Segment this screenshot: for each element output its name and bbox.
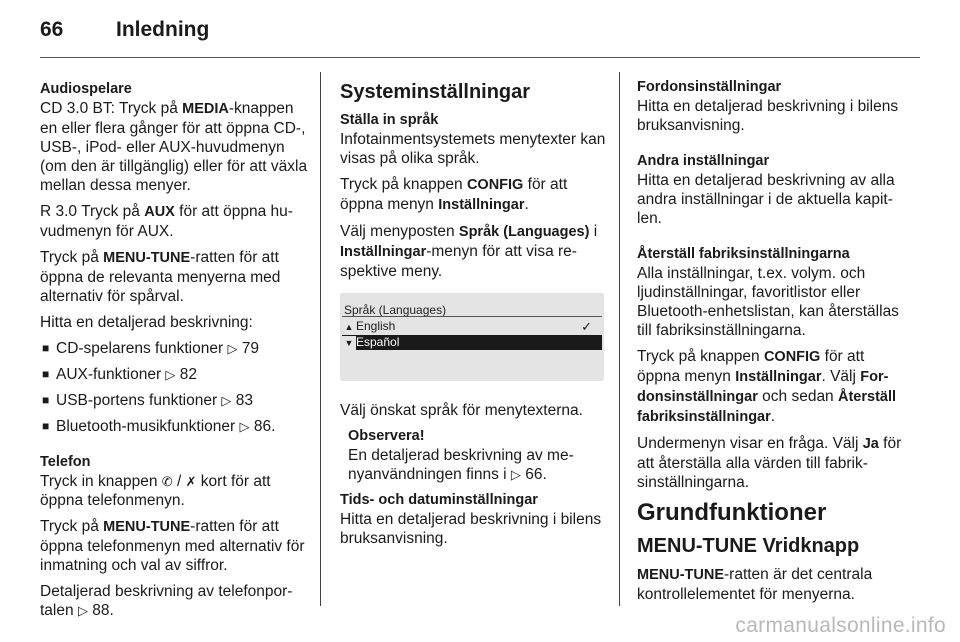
audio-heading: Audiospelare [40, 81, 132, 97]
page-ref-icon: ▷ [510, 467, 521, 482]
column-2 [340, 80, 608, 555]
phone-heading: Telefon [40, 454, 91, 470]
chapter-title: Inledning [116, 18, 210, 41]
header-rule [40, 57, 920, 58]
audio-cd-paragraph: CD 3.0 BT: Tryck på MEDIA-knappen en eller flera gånger för att öppna CD-, USB-, iPod- eller AUX-huvudmenyn (om den är tillgänglig) eller för att växla mellan dessa menyer. [40, 100, 308, 194]
note-heading: Observera! [348, 428, 425, 444]
language-heading: Ställa in språk [340, 112, 439, 128]
column-divider-1 [320, 72, 321, 606]
feature-list [40, 339, 308, 436]
phone-paragraph-2: Tryck på MENU-TUNE-ratten för att öppna telefonmenyn med alternativ för inmatning och val av siffror. [40, 518, 305, 574]
reset-text-3: Undermenyn visar en fråga. Välj Ja för att återställa alla värden till fabriksinställningarna. [637, 435, 902, 491]
vehicle-text: Hitta en detaljerad beskrivning i bilens bruksanvisning. [637, 98, 899, 134]
reset-text: Alla inställningar, t.ex. volym. och ljudinställningar, favoritlistor eller Bluetooth-enhetslistan, kan återställas till fabriksinställningarna. [637, 265, 899, 339]
reset-text-2: Tryck på knappen CONFIG för att öppna menyn Inställningar. Välj Fordonsinställningar och sedan Återställ fabriksinställningar. [637, 348, 897, 425]
knob-title: MENU-TUNE Vridknapp [637, 535, 860, 557]
arrow-down-icon: ▼ [342, 336, 356, 351]
watermark: carmanualsonline.info [735, 614, 946, 637]
language-paragraph-3: Välj menyposten Språk (Languages) i Inställningar-menyn för att visa respektive meny. [340, 223, 598, 280]
language-paragraph-1: Infotainmentsystemets menytexter kan visas på olika språk. [340, 131, 606, 167]
phone-icon: ✆ [161, 474, 173, 489]
phone-paragraph-1: Tryck in knappen ✆ / ✗ kort för att öppna telefonmenyn. [40, 473, 271, 509]
audio-menutune-paragraph: Tryck på MENU-TUNE-ratten för att öppna de relevanta menyerna med alternativ för spårval. [40, 249, 281, 305]
other-heading: Andra inställningar [637, 153, 770, 169]
phone-paragraph-3: Detaljerad beskrivning av telefonportalen ▷ 88. [40, 583, 293, 619]
time-heading: Tids- och datuminställningar [340, 492, 538, 508]
screen-item-english: ▲ English ✓ [342, 319, 602, 334]
other-text: Hitta en detaljerad beskrivning av alla andra inställningar i de aktuella kapitlen. [637, 172, 895, 227]
language-paragraph-2: Tryck på knappen CONFIG för att öppna menyn Inställningar. [340, 176, 568, 213]
list-item: ■ Bluetooth-musikfunktioner ▷ 86. [40, 417, 308, 436]
column-3 [637, 78, 905, 611]
page-number: 66 [40, 18, 64, 41]
vehicle-heading: Fordonsinställningar [637, 79, 782, 95]
mute-icon: ✗ [185, 474, 197, 489]
list-item: ■ CD-spelarens funktioner ▷ 79 [40, 339, 308, 358]
details-intro: Hitta en detaljerad beskrivning: [40, 314, 253, 331]
basic-functions-title: Grundfunktioner [637, 499, 827, 526]
note-block [340, 427, 608, 484]
time-text: Hitta en detaljerad beskrivning i bilens bruksanvisning. [340, 511, 602, 547]
list-item: ■ USB-portens funktioner ▷ 83 [40, 391, 308, 410]
column-1 [40, 80, 308, 627]
reset-heading: Återställ fabriksinställningarna [637, 246, 850, 262]
screen-title: Språk (Languages) [344, 303, 447, 317]
choose-language: Välj önskat språk för menytexterna. [340, 402, 583, 419]
list-item: ■ AUX-funktioner ▷ 82 [40, 365, 308, 384]
page-ref-icon: ▷ [239, 419, 250, 434]
page-ref-icon: ▷ [221, 393, 232, 408]
screen-item-espanol: ▼ Español [342, 335, 602, 350]
audio-r-paragraph: R 3.0 Tryck på AUX för att öppna huvudmenyn för AUX. [40, 203, 293, 240]
knob-text: MENU-TUNE-ratten är det centrala kontrollelementet för menyerna. [637, 566, 873, 603]
checkmark-icon: ✓ [581, 319, 592, 334]
screen-divider [342, 316, 602, 317]
column-divider-2 [619, 72, 620, 606]
page-ref-icon: ▷ [77, 603, 88, 618]
section-title: Systeminställningar [340, 81, 531, 103]
page-header [40, 18, 209, 42]
language-screen-image [340, 293, 604, 381]
page-ref-icon: ▷ [227, 341, 238, 356]
arrow-up-icon: ▲ [344, 322, 354, 332]
note-text: En detaljerad beskrivning av menyanvändningen finns i ▷ 66. [348, 447, 574, 483]
page-ref-icon: ▷ [165, 367, 176, 382]
